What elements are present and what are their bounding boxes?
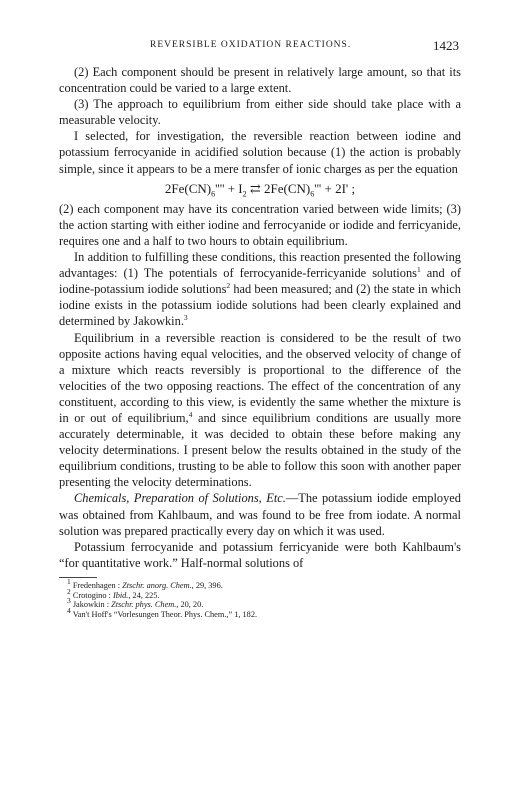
equilibrium-arrow-icon: ⇄: [249, 180, 261, 196]
footnote-number: 2: [67, 586, 71, 596]
text-run: —The potassium iodide employed was obtained from Kahlbaum, and was found to be free from iodate. A normal solution was prepared practically every day on which it was used.: [59, 491, 461, 538]
paragraph-equilibrium: [59, 330, 461, 491]
footnote-ref: , 29, 396.: [191, 580, 223, 590]
footnote: [59, 586, 461, 601]
body-text: [59, 64, 461, 619]
footnote-journal: Ztschr. anorg. Chem.: [122, 580, 192, 590]
equation-term: 2Fe(CN): [264, 180, 311, 196]
footnote-divider: [59, 577, 97, 578]
footnote-journal: Ztschr. phys. Chem.: [111, 600, 177, 610]
footnote-mark: 1: [416, 265, 421, 274]
paragraph-condition-3: (3) The approach to equilibrium from either side should take place with a measurable velocity.: [59, 97, 461, 128]
page-number: 1423: [433, 38, 459, 53]
equation-term: ''' + 2I' ;: [314, 180, 356, 196]
footnote: [59, 596, 461, 610]
footnote-author: Crotogino :: [72, 590, 113, 600]
text-run: had been measured; and (2) the state in which iodine exists in the potassium iodide solutions had been clearly explained and determined by Jakowkin.: [59, 282, 461, 329]
footnote-author: Van't Hoff's “Vorlesungen Theor. Phys. Chem.,” 1, 182.: [72, 609, 258, 619]
footnote-mark: 3: [183, 313, 188, 323]
reaction-equation: [59, 181, 461, 197]
footnote-ref: , 24, 225.: [128, 590, 160, 600]
footnote-author: Fredenhagen :: [72, 580, 123, 590]
equation-term: '''' + I: [215, 180, 243, 196]
section-heading: Chemicals, Preparation of Solutions, Etc.: [74, 491, 286, 506]
footnote-ref: , 20, 20.: [176, 600, 204, 610]
footnote-number: 1: [67, 577, 71, 587]
paragraph-condition-2: (2) Each component should be present in relatively large amount, so that its concentration could be varied to a large extent.: [59, 65, 461, 96]
text-run: Equilibrium in a reversible reaction is considered to be the result of two opposite actions having equal velocities, and the observed velocity of change of a mixture which reacts reversibly is proportional to the difference of the velocities of the two opposing reactions. The effect of the concentration of any constituent, according to this view, is evidently the same whether the mixture is in or out of equilibrium,: [59, 330, 461, 425]
footnote-journal: Ibid.: [112, 590, 129, 600]
text-run: and since equilibrium conditions are usually more accurately determinable, it was decided to obtain these before making any velocity determinations. I present below the results obtained in the study of the equilibrium conditions, trusting to be able to follow this soon with another paper presenting the velocity determinations.: [59, 410, 461, 490]
equation-subscript: 6: [211, 189, 216, 199]
running-title: REVERSIBLE OXIDATION REACTIONS.: [150, 40, 352, 50]
text-run: In addition to fulfilling these conditions, this reaction presented the following advantages: (1) The potentials of ferrocyanide-ferricyanide solutions: [59, 250, 461, 281]
footnote: [59, 577, 461, 591]
page-header: [0, 40, 517, 56]
equation-subscript: 2: [242, 189, 247, 199]
paragraph-components: (2) each component may have its concentration varied between wide limits; (3) the action starting with either iodine and ferrocyanide or iodide and ferricyanide, requires one and a half to two hours to obtain equilibrium.: [59, 201, 461, 248]
footnotes: [59, 577, 461, 619]
paragraph-ferricyanide: Potassium ferrocyanide and potassium ferricyanide were both Kahlbaum's “for quantitative work.” Half-normal solutions of: [59, 539, 461, 570]
footnote-mark: 2: [226, 281, 231, 291]
equation-subscript: 6: [310, 189, 315, 199]
footnote-number: 3: [67, 596, 71, 606]
text-run: and of iodine-potassium iodide solutions: [59, 266, 461, 297]
paragraph-advantages: [59, 249, 461, 329]
footnote-number: 4: [67, 605, 71, 615]
paragraph-selection: I selected, for investigation, the reversible reaction between iodine and potassium ferrocyanide in acidified solution because (1) the action is probably simple, since it appears to be a mere transfer of ionic charges as per the equation: [59, 129, 461, 176]
paragraph-chemicals: [59, 490, 461, 538]
equation-term: 2Fe(CN): [164, 180, 212, 196]
footnote-author: Jakowkin :: [72, 600, 112, 610]
footnote-mark: 4: [188, 409, 193, 419]
